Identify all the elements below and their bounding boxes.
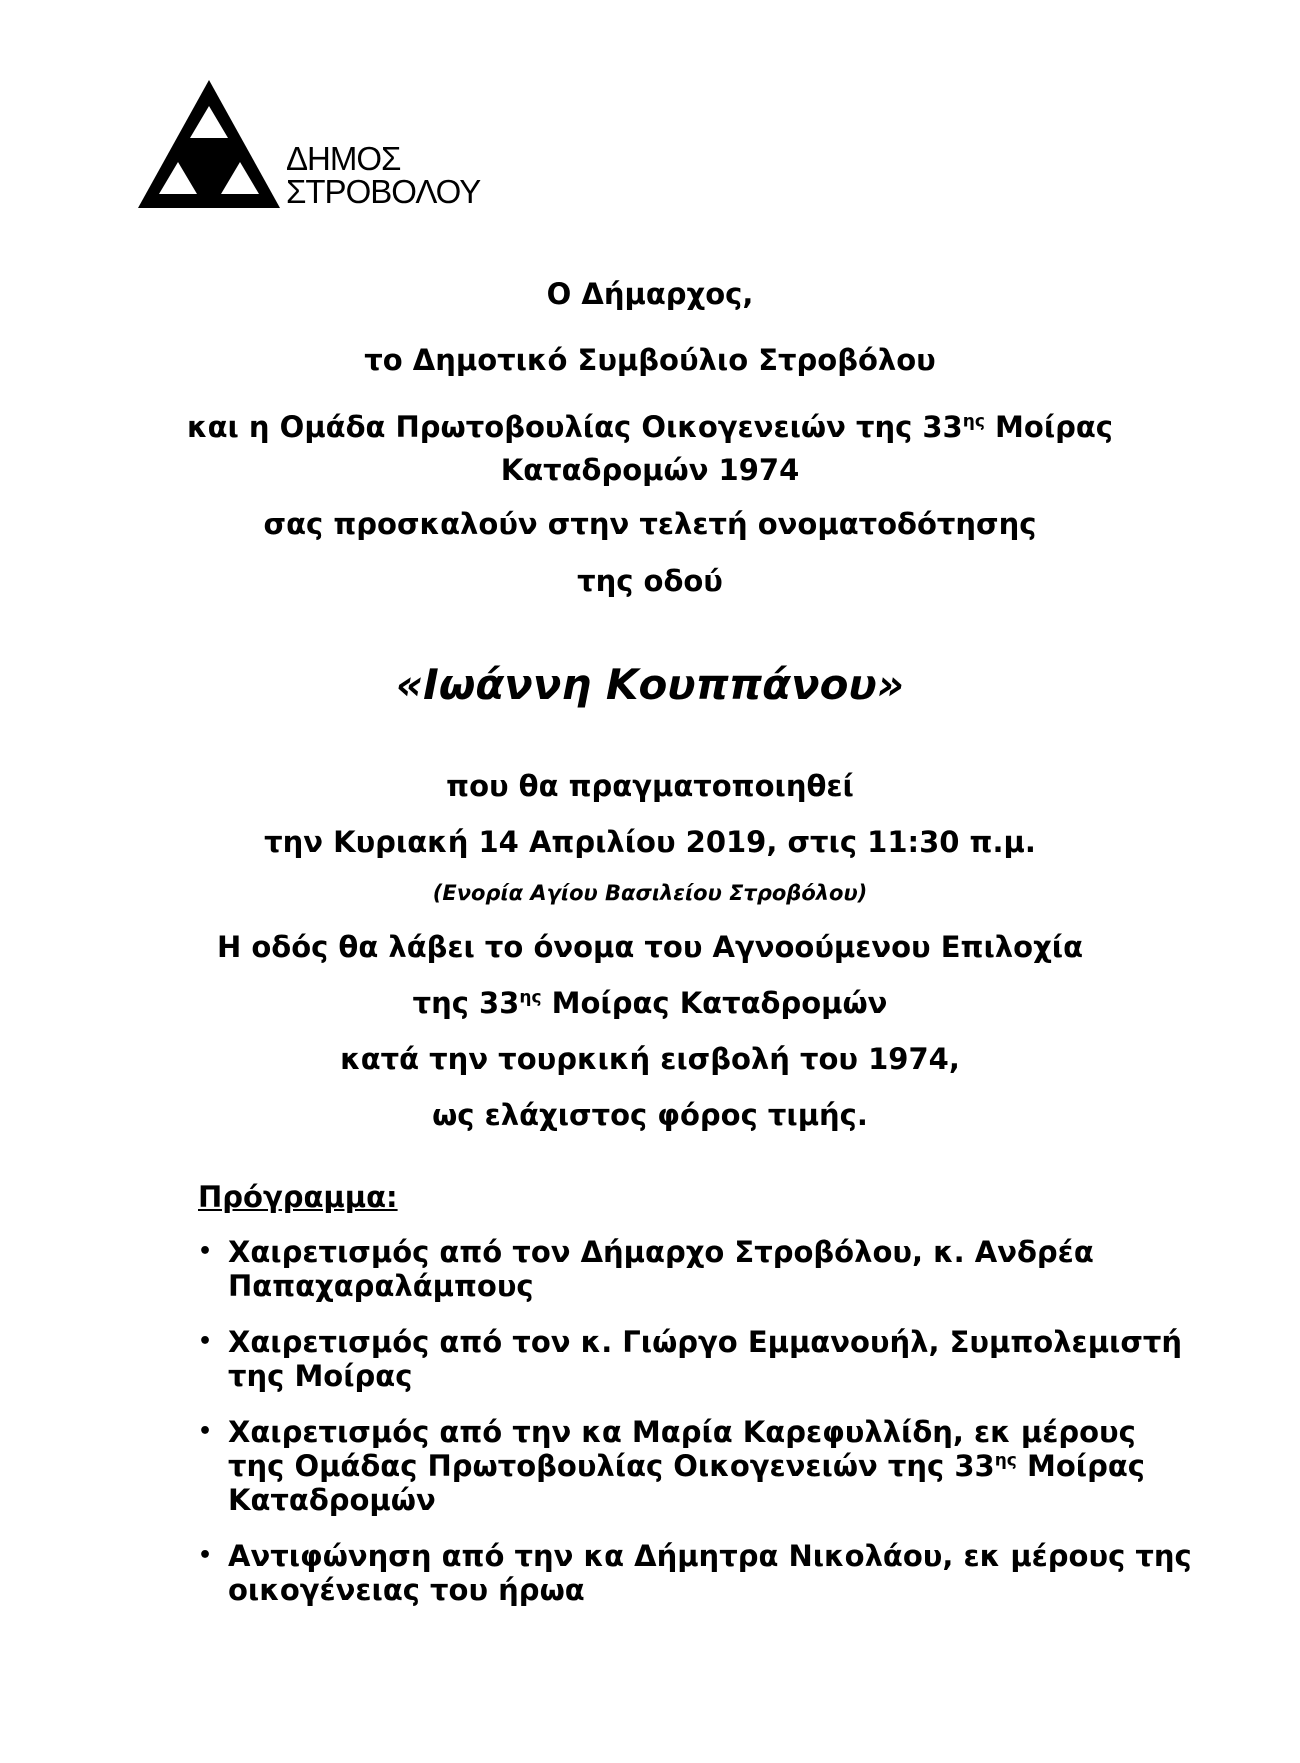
logo-line1: ΔΗΜΟΣ: [286, 140, 401, 177]
bullet-icon: •: [198, 1543, 213, 1568]
parish-note: (Ενορία Αγίου Βασιλείου Στροβόλου): [432, 881, 868, 905]
invitation-line12: ως ελάχιστος φόρος τιμής.: [432, 1098, 868, 1132]
invitation-line10: της $33^{\eta\varsigma}$ Μοίρας Καταδρομών: [412, 986, 888, 1020]
invitation-line11: κατά την τουρκική εισβολή του 1974,: [340, 1042, 960, 1076]
program-item: • Χαιρετισμός από την κα Μαρία Καρεφυλλίδη, εκ μέρους της Ομάδας Πρωτοβουλίας Οικογενειών της $33^{\eta\varsigma}$ Μοίρας Καταδρομών: [198, 1415, 1145, 1517]
logo-line2: ΣΤΡΟΒΟΛΟΥ: [286, 173, 481, 210]
triangle-logo-icon: [138, 80, 288, 210]
street-name: «Ιωάννη Κουππάνου»: [395, 660, 905, 709]
program-item: • Αντιφώνηση από την κα Δήμητρα Νικολάου, εκ μέρους της οικογένειας του ήρωα: [198, 1539, 1192, 1607]
invitation-line4: Καταδρομών 1974: [500, 453, 800, 487]
municipality-logo: [138, 80, 518, 210]
bullet-icon: •: [198, 1239, 213, 1264]
program-list: [198, 1235, 1258, 1629]
invitation-line2: το Δημοτικό Συμβούλιο Στροβόλου: [364, 343, 936, 377]
bullet-icon: •: [198, 1419, 213, 1444]
invitation-line7: που θα πραγματοποιηθεί: [446, 769, 854, 803]
bullet-icon: •: [198, 1329, 213, 1354]
program-title: Πρόγραμμα:: [198, 1180, 398, 1214]
program-item: • Χαιρετισμός από τον κ. Γιώργο Εμμανουήλ, Συμπολεμιστή της Μοίρας: [198, 1325, 1183, 1393]
logo-text: [286, 142, 480, 208]
invitation-line3: και η Ομάδα Πρωτοβουλίας Οικογενειών της $33^{\eta\varsigma}$ Μοίρας: [187, 410, 1113, 444]
invitation-line8: την Κυριακή 14 Απριλίου 2019, στις 11:30 π.μ.: [264, 825, 1036, 859]
invitation-line9: Η οδός θα λάβει το όνομα του Αγνοούμενου Επιλοχία: [216, 930, 1083, 964]
program-item: • Χαιρετισμός από τον Δήμαρχο Στροβόλου, κ. Ανδρέα Παπαχαραλάμπους: [198, 1235, 1094, 1303]
invitation-line1: Ο Δήμαρχος,: [546, 277, 754, 311]
invitation-line5: σας προσκαλούν στην τελετή ονοματοδότησης: [263, 507, 1037, 541]
invitation-line6: της οδού: [577, 564, 723, 598]
